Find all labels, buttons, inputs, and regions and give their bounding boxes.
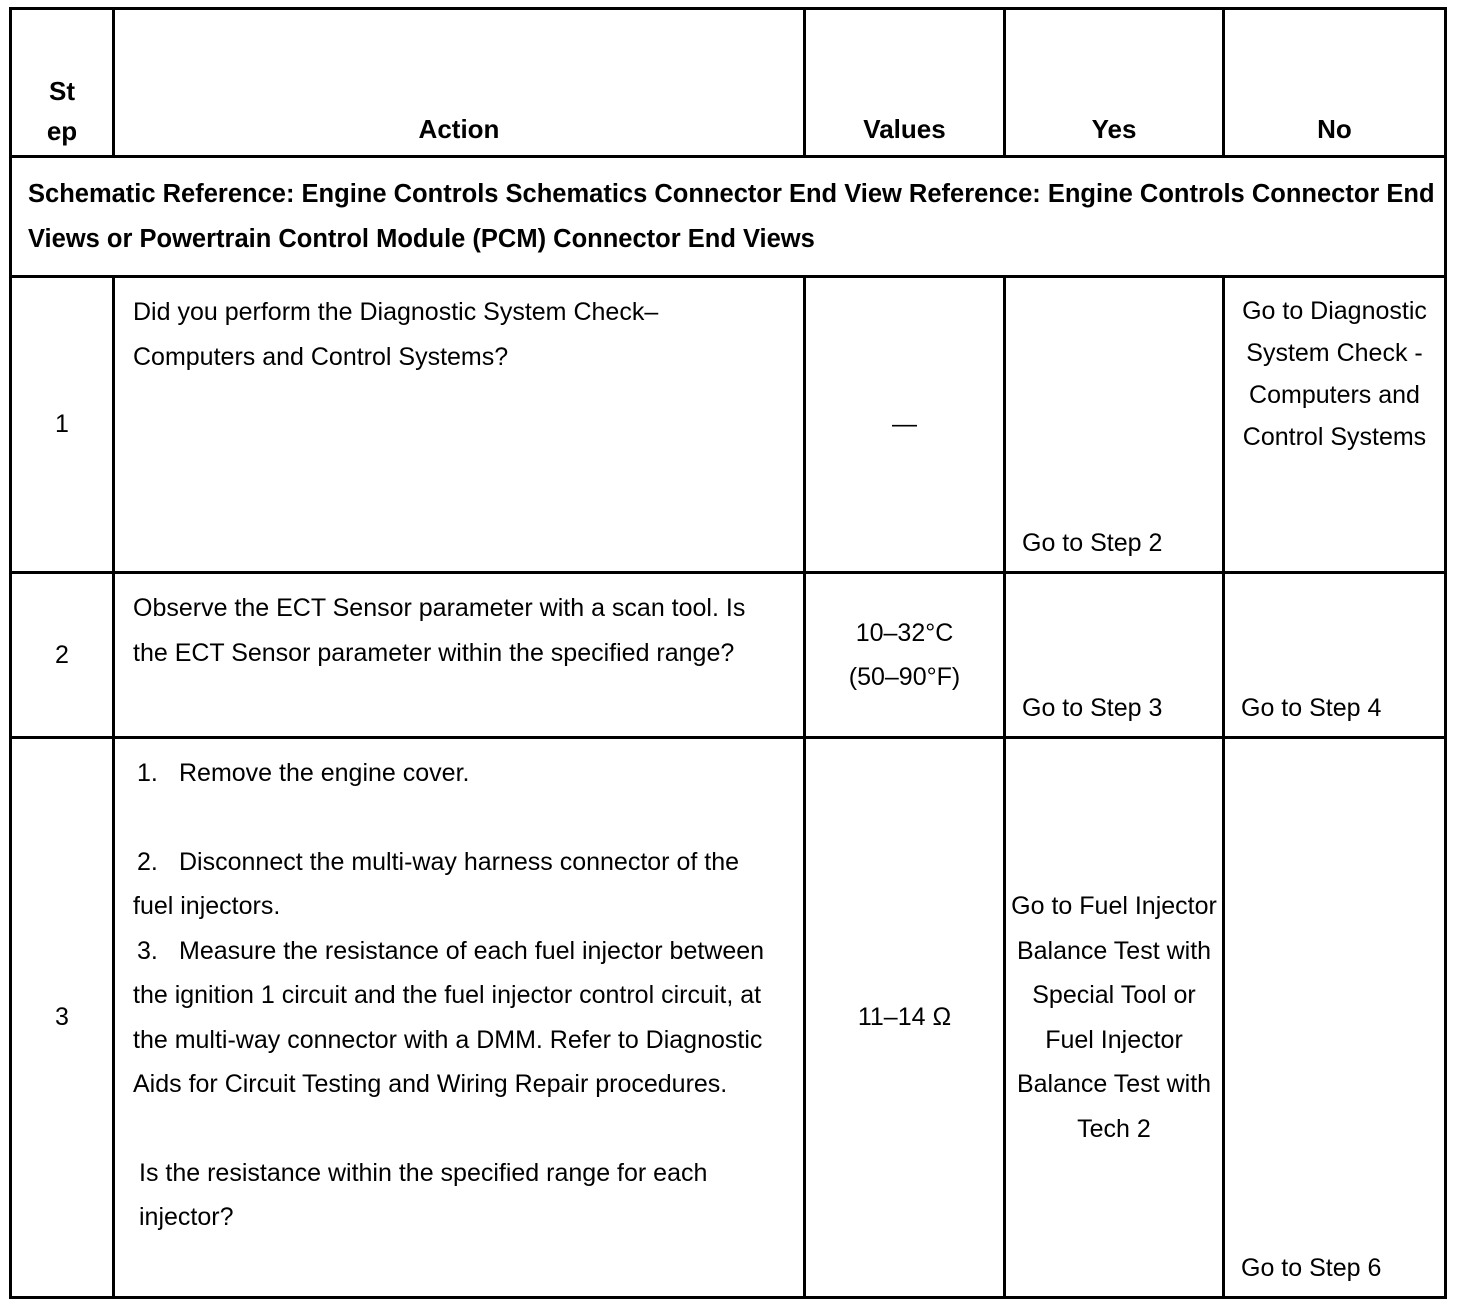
yes-link[interactable]: Go to Fuel Injector Balance Test with Special Tool or Fuel Injector Balance Test with Tech 2 [1005,738,1224,1298]
step-number: 1 [11,277,114,573]
action-text: Did you perform the Diagnostic System Check–Computers and Control Systems? [114,277,805,573]
action-question: Is the resistance within the specified range for each injector? [139,1158,708,1231]
header-values: Values [805,9,1005,157]
action-step-number: 3. [137,936,158,965]
header-action: Action [114,9,805,157]
header-yes: Yes [1005,9,1224,157]
yes-link[interactable]: Go to Step 3 [1005,573,1224,738]
reference-row [11,157,1446,277]
step-number: 2 [11,573,114,738]
action-step-text: Disconnect the multi-way harness connector of the fuel injectors. [133,847,739,920]
table-row [11,573,1446,738]
action-step-text: Remove the engine cover. [179,759,470,787]
action-text: Observe the ECT Sensor parameter with a scan tool. Is the ECT Sensor parameter within the specified range? [114,573,805,738]
values-cell [805,573,1005,738]
action-step-number: 1. [137,759,158,787]
no-link[interactable]: Go to Step 4 [1224,573,1446,738]
yes-link[interactable]: Go to Step 2 [1005,277,1224,573]
no-link[interactable]: Go to Diagnostic System Check - Computers and Control Systems [1224,277,1446,573]
header-row [11,9,1446,157]
action-text [114,738,805,1298]
header-step: St ep [11,9,114,157]
no-link[interactable]: Go to Step 6 [1224,738,1446,1298]
diagnostic-table [9,7,1447,1299]
action-step [133,840,779,929]
action-step [133,929,779,1107]
schematic-reference: Schematic Reference: Engine Controls Schematics Connector End View Reference: Engine Controls Connector End Views or Powertrain Control Module (PCM) Connector End Views [11,157,1446,277]
action-step-number: 2. [137,847,158,876]
values-cell: 11–14 Ω [805,738,1005,1298]
step-number: 3 [11,738,114,1298]
value-fahrenheit: (50–90°F) [848,663,961,691]
table-row [11,738,1446,1298]
action-step-text: Measure the resistance of each fuel injector between the ignition 1 circuit and the fuel injector control circuit, at the multi-way connector with a DMM. Refer to Diagnostic Aids for Circuit Testing and Wiring Repair procedures. [133,936,765,1098]
value-celsius: 10–32°C [855,618,954,647]
action-step [133,751,779,796]
table-row [11,277,1446,573]
values-cell: — [805,277,1005,573]
header-no: No [1224,9,1446,157]
